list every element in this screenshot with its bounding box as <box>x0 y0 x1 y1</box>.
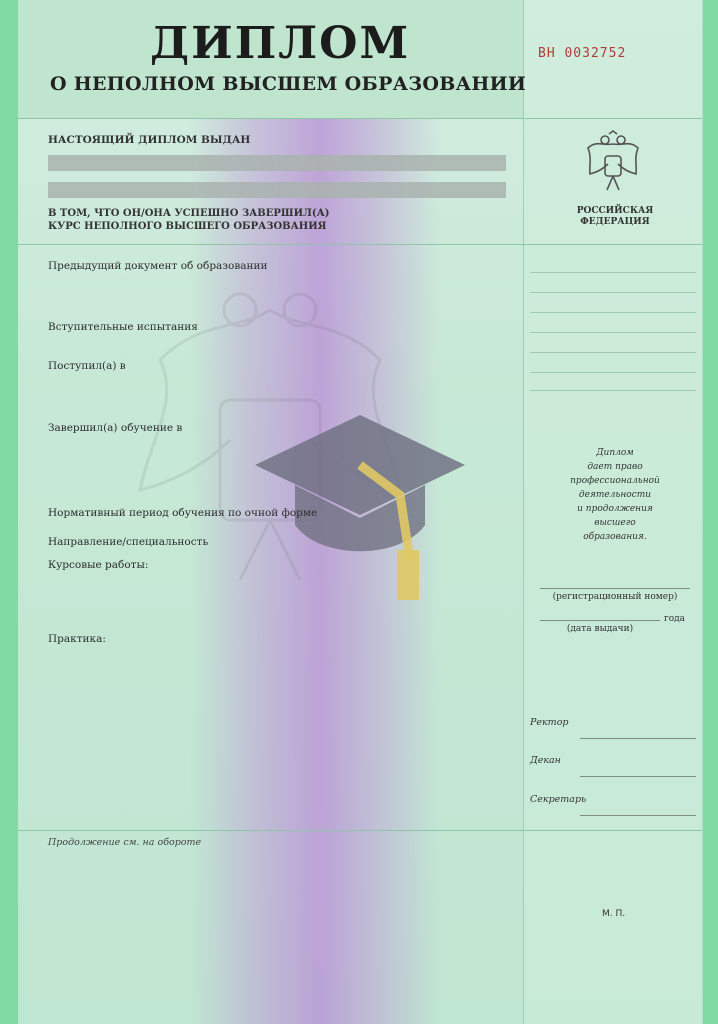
field-entrance-exams: Вступительные испытания <box>48 321 198 333</box>
secretary-label: Секретарь <box>530 794 587 805</box>
field-previous-document: Предыдущий документ об образовании <box>48 260 268 272</box>
right-rule <box>530 372 696 373</box>
note-line: образования. <box>583 532 647 542</box>
field-completed-study: Завершил(а) обучение в <box>48 422 183 434</box>
issue-date-line <box>540 620 660 621</box>
name-redaction-bar <box>48 182 506 198</box>
dean-label: Декан <box>530 755 561 766</box>
year-label: года <box>664 614 686 624</box>
left-green-border <box>0 0 18 1024</box>
right-rule <box>530 312 696 313</box>
field-enrolled: Поступил(а) в <box>48 360 126 372</box>
issued-to-label: НАСТОЯЩИЙ ДИПЛОМ ВЫДАН <box>48 134 251 146</box>
field-direction: Направление/специальность <box>48 536 209 548</box>
right-rule <box>530 332 696 333</box>
secretary-signature-line <box>580 815 696 816</box>
divider-line <box>18 830 702 831</box>
rights-note <box>540 446 690 544</box>
completion-statement <box>48 207 329 233</box>
completion-line-2: КУРС НЕПОЛНОГО ВЫСШЕГО ОБРАЗОВАНИЯ <box>48 221 327 232</box>
right-rule <box>530 292 696 293</box>
country-name <box>540 206 690 228</box>
serial-number: ВН 0032752 <box>538 46 627 61</box>
issue-date-label: (дата выдачи) <box>566 624 634 634</box>
double-headed-eagle-emblem-icon <box>584 130 642 194</box>
field-normative-period: Нормативный период обучения по очной форме <box>48 507 318 519</box>
note-line: и продолжения <box>577 504 653 514</box>
note-line: деятельности <box>578 490 652 500</box>
note-line: профессиональной <box>570 476 660 486</box>
completion-line-1: В ТОМ, ЧТО ОН/ОНА УСПЕШНО ЗАВЕРШИЛ(А) <box>48 208 330 219</box>
note-line: дает право <box>587 462 643 472</box>
country-line-1: РОССИЙСКАЯ <box>576 206 654 216</box>
name-redaction-bar <box>48 155 506 171</box>
document-title: ДИПЛОМ <box>150 18 411 69</box>
rector-label: Ректор <box>530 717 569 728</box>
right-rule <box>530 272 696 273</box>
divider-line <box>18 118 702 119</box>
document-subtitle: О НЕПОЛНОМ ВЫСШЕМ ОБРАЗОВАНИИ <box>50 73 527 95</box>
country-line-2: ФЕДЕРАЦИЯ <box>580 217 650 227</box>
right-rule <box>530 352 696 353</box>
reg-number-label: (регистрационный номер) <box>552 592 678 602</box>
field-coursework: Курсовые работы: <box>48 559 149 571</box>
note-line: высшего <box>594 518 636 528</box>
reg-number-line <box>540 588 690 589</box>
dean-signature-line <box>580 776 696 777</box>
continued-note: Продолжение см. на обороте <box>48 837 202 848</box>
seal-place-label: М. П. <box>602 909 626 919</box>
rector-signature-line <box>580 738 696 739</box>
note-line: Диплом <box>596 448 634 458</box>
field-practice: Практика: <box>48 633 106 645</box>
right-green-border <box>702 0 718 1024</box>
divider-line <box>18 244 702 245</box>
right-rule <box>530 390 696 391</box>
